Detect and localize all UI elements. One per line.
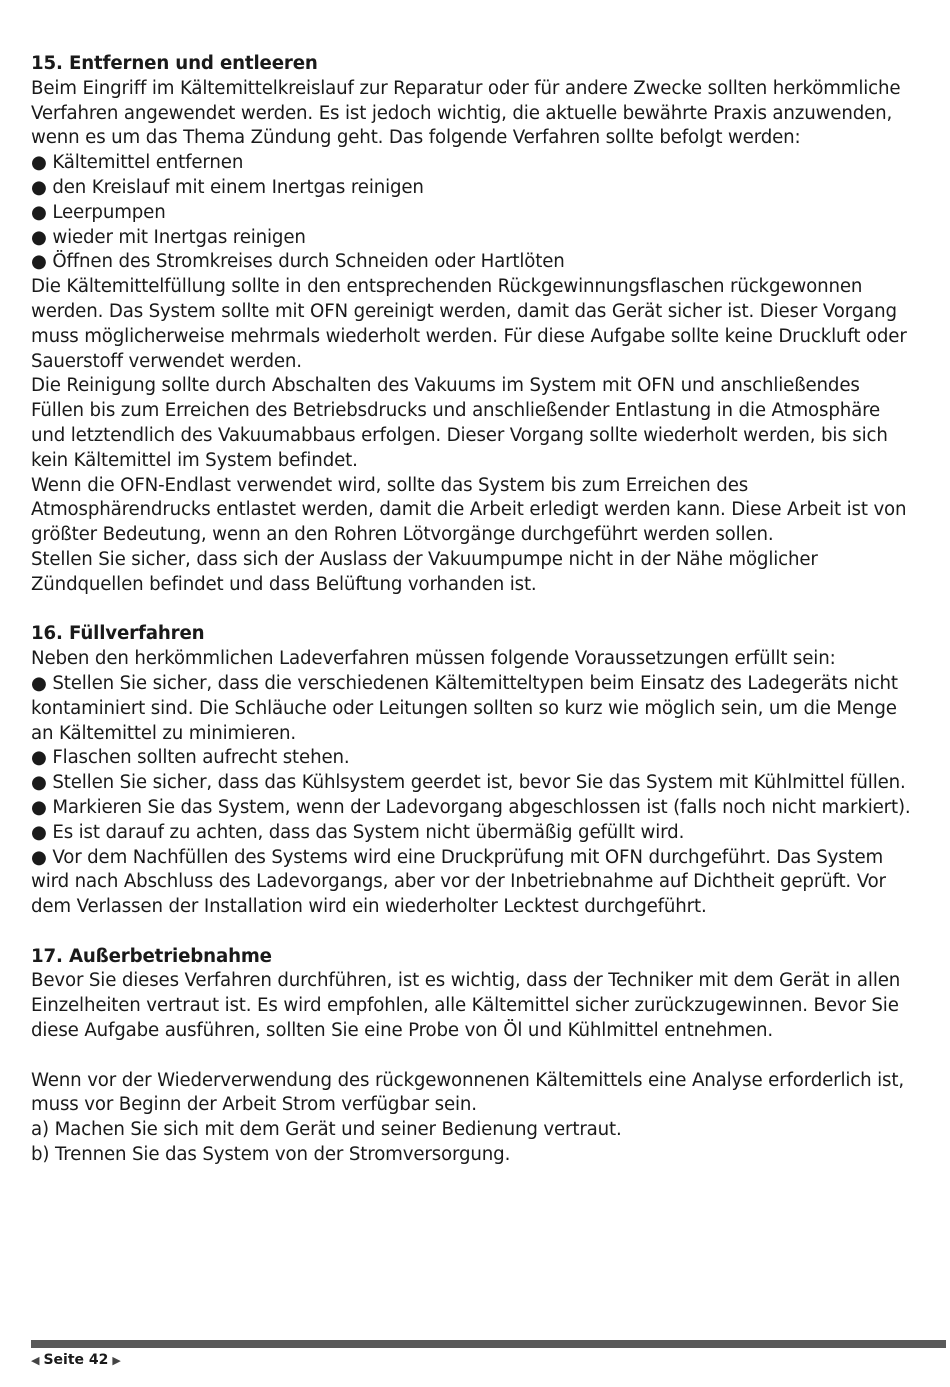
text-line: dem Verlassen der Installation wird ein wiederholter Lecktest durchgeführt. (31, 896, 707, 918)
bullet-item: ● Kältemittel entfernen (31, 152, 244, 174)
bullet-item: ● wieder mit Inertgas reinigen (31, 226, 306, 248)
text-line: größter Bedeutung, wenn an den Rohren Lötvorgänge durchgeführt werden sollen. (31, 524, 774, 546)
text-line: b) Trennen Sie das System von der Stromversorgung. (31, 1144, 511, 1166)
text-line: Beim Eingriff im Kältemittelkreislauf zur Reparatur oder für andere Zwecke sollten herkömmliche (31, 77, 901, 99)
page-number: Seite 42 (43, 1352, 109, 1368)
document-body (31, 52, 947, 1168)
section-spacer (31, 598, 947, 623)
section-heading: 17. Außerbetriebnahme (31, 945, 272, 967)
text-line: und letztendlich des Vakuumabbaus erfolgen. Dieser Vorgang sollte wiederholt werden, bis sich (31, 424, 888, 446)
footer-divider (31, 1340, 946, 1348)
next-page-icon[interactable]: ▶ (112, 1353, 121, 1367)
text-line: Stellen Sie sicher, dass sich der Auslass der Vakuumpumpe nicht in der Nähe möglicher (31, 548, 818, 570)
bullet-item: ● Vor dem Nachfüllen des Systems wird eine Druckprüfung mit OFN durchgeführt. Das System (31, 846, 884, 868)
text-line: Einzelheiten vertraut ist. Es wird empfohlen, alle Kältemittel sicher zurückzugewinnen. Bevor Sie (31, 995, 899, 1017)
text-line: a) Machen Sie sich mit dem Gerät und seiner Bedienung vertraut. (31, 1119, 622, 1141)
text-line: Neben den herkömmlichen Ladeverfahren müssen folgende Voraussetzungen erfüllt sein: (31, 648, 836, 670)
text-line: wird nach Abschluss des Ladevorgangs, aber vor der Inbetriebnahme auf Dichtheit geprüft. Vor (31, 871, 886, 893)
paragraph-spacer (31, 1044, 947, 1069)
text-line: muss vor Beginn der Arbeit Strom verfügbar sein. (31, 1094, 477, 1116)
prev-page-icon[interactable]: ◀ (31, 1353, 40, 1367)
bullet-item: ● Es ist darauf zu achten, dass das System nicht übermäßig gefüllt wird. (31, 821, 685, 843)
text-line: Sauerstoff verwendet werden. (31, 350, 302, 372)
text-line: Die Kältemittelfüllung sollte in den entsprechenden Rückgewinnungsflaschen rückgewonnen (31, 276, 863, 298)
text-line: muss möglicherweise mehrmals wiederholt werden. Für diese Aufgabe sollte keine Druckluft oder (31, 325, 907, 347)
bullet-item: ● Leerpumpen (31, 201, 166, 223)
section-heading: 15. Entfernen und entleeren (31, 53, 318, 74)
text-line: werden. Das System sollte mit OFN gereinigt werden, damit das Gerät sicher ist. Dieser Vorgang (31, 300, 897, 322)
text-line: wenn es um das Thema Zündung geht. Das folgende Verfahren sollte befolgt werden: (31, 127, 801, 149)
text-line: Die Reinigung sollte durch Abschalten des Vakuums im System mit OFN und anschließendes (31, 375, 860, 397)
text-line: Füllen bis zum Erreichen des Betriebsdrucks und anschließender Entlastung in die Atmosphäre (31, 400, 881, 422)
bullet-item: ● Flaschen sollten aufrecht stehen. (31, 747, 350, 769)
text-line: Wenn vor der Wiederverwendung des rückgewonnenen Kältemittels eine Analyse erforderlich ist, (31, 1069, 904, 1091)
bullet-item: ● Stellen Sie sicher, dass das Kühlsystem geerdet ist, bevor Sie das System mit Kühlmittel füllen. (31, 772, 906, 794)
text-line: an Kältemittel zu minimieren. (31, 722, 297, 744)
text-line: diese Aufgabe ausführen, sollten Sie eine Probe von Öl und Kühlmittel entnehmen. (31, 1020, 774, 1042)
bullet-item: ● Stellen Sie sicher, dass die verschiedenen Kältemitteltypen beim Einsatz des Ladegeräts nicht (31, 672, 898, 694)
text-line: Verfahren angewendet werden. Es ist jedoch wichtig, die aktuelle bewährte Praxis anzuwenden, (31, 102, 893, 124)
section-heading: 16. Füllverfahren (31, 623, 205, 645)
text-line: Wenn die OFN-Endlast verwendet wird, sollte das System bis zum Erreichen des (31, 474, 749, 496)
bullet-item: ● Öffnen des Stromkreises durch Schneiden oder Hartlöten (31, 251, 565, 273)
text-line: Atmosphärendrucks entlastet werden, damit die Arbeit erledigt werden kann. Diese Arbeit ist von (31, 499, 907, 521)
text-line: kontaminiert sind. Die Schläuche oder Leitungen sollten so kurz wie möglich sein, um die Menge (31, 697, 897, 719)
bullet-item: ● Markieren Sie das System, wenn der Ladevorgang abgeschlossen ist (falls noch nicht markiert). (31, 796, 911, 818)
text-line: Zündquellen befindet und dass Belüftung vorhanden ist. (31, 573, 537, 595)
section-spacer (31, 920, 947, 945)
page-footer (31, 1352, 121, 1368)
text-line: kein Kältemittel im System befindet. (31, 449, 358, 471)
text-line: Bevor Sie dieses Verfahren durchführen, ist es wichtig, dass der Techniker mit dem Gerät in allen (31, 970, 901, 992)
bullet-item: ● den Kreislauf mit einem Inertgas reinigen (31, 176, 424, 198)
